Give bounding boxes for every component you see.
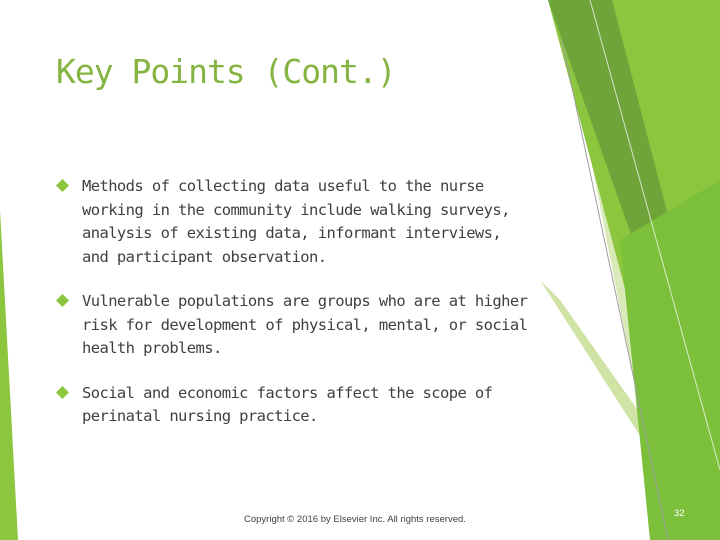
bullet-item xyxy=(56,175,536,269)
bullet-list xyxy=(56,175,536,450)
copyright-notice: Copyright © 2016 by Elsevier Inc. All rights reserved. xyxy=(244,514,466,525)
bullet-text: Vulnerable populations are groups who are at higher risk for development of physical, mental, or social health problems. xyxy=(82,292,528,357)
bullet-text: Methods of collecting data useful to the nurse working in the community include walking surveys, analysis of existing data, informant interviews, and participant observation. xyxy=(82,177,510,266)
left-green-sliver xyxy=(0,210,18,540)
bullet-item xyxy=(56,382,536,429)
bottom-green-triangle xyxy=(620,180,720,540)
slide-title: Key Points (Cont.) xyxy=(56,52,396,91)
diamond-icon xyxy=(56,382,82,404)
diamond-icon xyxy=(56,290,82,312)
diamond-icon xyxy=(56,175,82,197)
bullet-text: Social and economic factors affect the scope of perinatal nursing practice. xyxy=(82,383,493,425)
page-number: 32 xyxy=(674,508,685,519)
bullet-item xyxy=(56,290,536,361)
